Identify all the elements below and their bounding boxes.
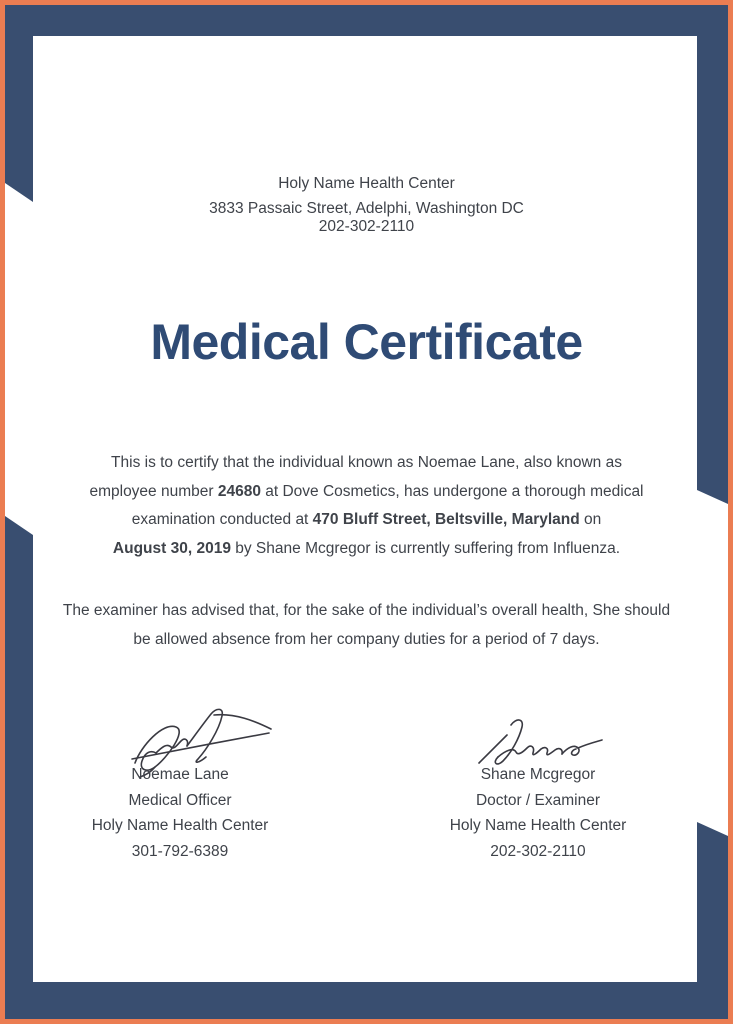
signer-phone: 301-792-6389 xyxy=(131,842,229,860)
letterhead-address: 3833 Passaic Street, Adelphi, Washington DC xyxy=(209,200,524,217)
signer-name: Shane Mcgregor xyxy=(480,766,596,783)
letterhead-org-name: Holy Name Health Center xyxy=(278,175,455,192)
signer-name: Noemae Lane xyxy=(131,766,229,783)
advice-line: be allowed absence from her company duties for a period of 7 days. xyxy=(133,631,600,648)
signer-details xyxy=(388,762,688,864)
letterhead xyxy=(0,173,733,235)
certify-line: employee number 24680 at Dove Cosmetics, has undergone a thorough medical xyxy=(89,482,644,500)
certify-line: This is to certify that the individual known as Noemae Lane, also known as xyxy=(111,454,622,471)
advice-paragraph xyxy=(27,596,707,654)
signer-details xyxy=(30,762,330,864)
signer-org: Holy Name Health Center xyxy=(91,817,269,834)
certify-line: August 30, 2019 by Shane Mcgregor is currently suffering from Influenza. xyxy=(112,539,621,557)
certify-paragraph xyxy=(57,449,677,563)
signer-role: Doctor / Examiner xyxy=(475,791,601,809)
signer-org: Holy Name Health Center xyxy=(449,817,627,834)
advice-line: The examiner has advised that, for the sake of the individual’s overall health, She should xyxy=(62,602,671,619)
letterhead-phone: 202-302-2110 xyxy=(318,217,415,235)
signer-role: Medical Officer xyxy=(128,791,232,809)
certificate-title: Medical Certificate xyxy=(150,314,583,370)
certify-line: examination conducted at 470 Bluff Street, Beltsville, Maryland on xyxy=(131,511,602,528)
signer-phone: 202-302-2110 xyxy=(490,842,586,860)
